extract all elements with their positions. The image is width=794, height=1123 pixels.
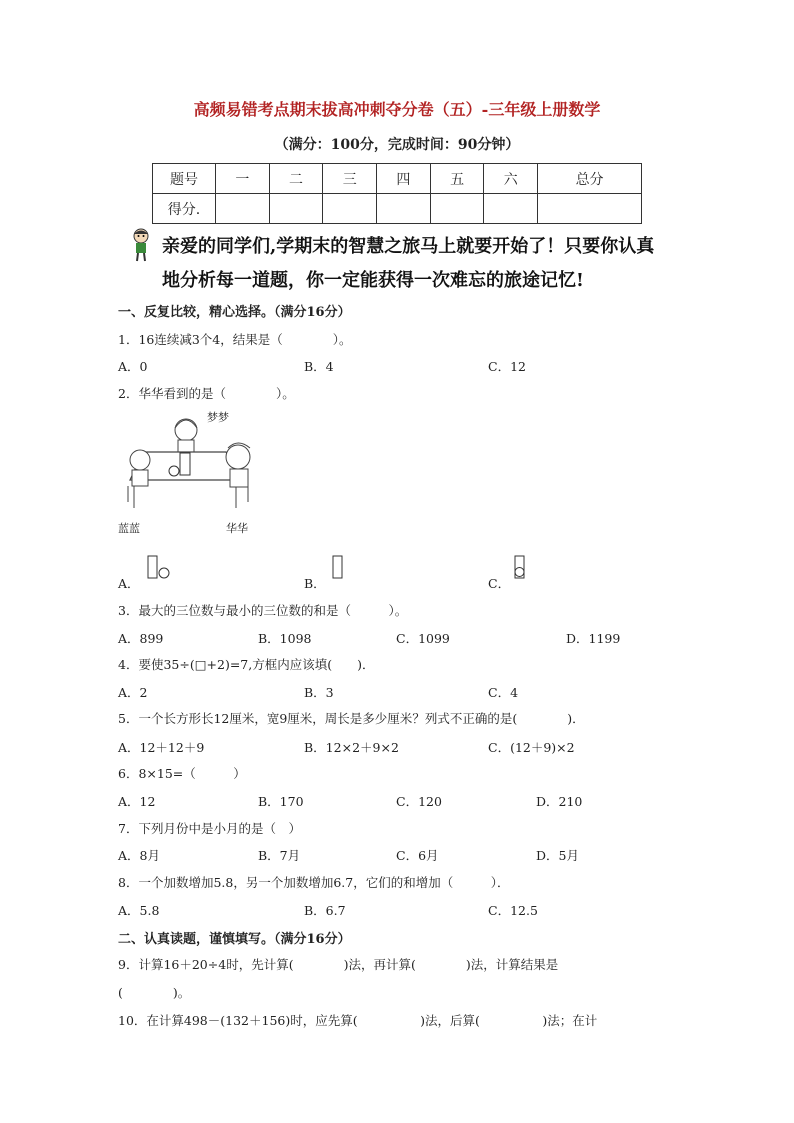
question-4: 4．要使35÷(□+2)=7,方框内应该填( )．: [118, 657, 375, 672]
question-9-line-2: ( )。: [118, 985, 191, 1000]
q6-option-a[interactable]: A．12: [118, 794, 156, 809]
option-a-figure-icon: [146, 555, 172, 581]
option-c-figure-icon: [512, 555, 528, 581]
question-9-line-1: 9．计算16＋20÷4时，先计算( )法，再计算( )法，计算结果是: [118, 957, 559, 972]
score-cell[interactable]: [484, 194, 538, 224]
q1-option-c[interactable]: C．12: [488, 359, 526, 374]
q3-option-a[interactable]: A．899: [118, 631, 164, 646]
q1-option-a[interactable]: A．0: [118, 359, 148, 374]
score-cell[interactable]: [216, 194, 270, 224]
q2-option-b[interactable]: B．: [304, 576, 326, 591]
score-table-header-cell: 六: [484, 164, 538, 194]
q7-option-b[interactable]: B．7月: [258, 848, 301, 863]
q2-option-c[interactable]: C．: [488, 576, 511, 591]
q5-option-b[interactable]: B．12×2＋9×2: [304, 740, 399, 755]
score-table-header-cell: 二: [269, 164, 323, 194]
score-cell[interactable]: [430, 194, 484, 224]
q5-option-c[interactable]: C．(12＋9)×2: [488, 740, 575, 755]
student-mascot-icon: [128, 227, 154, 263]
label-huahua: 华华: [226, 522, 248, 535]
page-title: 高频易错考点期末拔高冲刺夺分卷（五）-三年级上册数学: [193, 100, 601, 119]
score-cell[interactable]: [323, 194, 377, 224]
q7-option-d[interactable]: D．5月: [536, 848, 579, 863]
q6-option-b[interactable]: B．170: [258, 794, 304, 809]
score-table-header-cell: 题号: [153, 164, 216, 194]
q3-option-c[interactable]: C．1099: [396, 631, 450, 646]
score-table-header-cell: 一: [216, 164, 270, 194]
section-2-heading: 二、认真读题，谨慎填写。（满分16分）: [118, 932, 351, 947]
q7-option-a[interactable]: A．8月: [118, 848, 160, 863]
score-table-header-row: [153, 164, 642, 194]
q8-option-c[interactable]: C．12.5: [488, 903, 538, 918]
question-8: 8．一个加数增加5.8，另一个加数增加6.7，它们的和增加（ ）．: [118, 875, 510, 890]
table-scene-illustration: [118, 400, 263, 540]
question-10-line-1: 10．在计算498－(132＋156)时，应先算( )法，后算( )法；在计: [118, 1013, 598, 1028]
score-table: [152, 163, 642, 224]
q4-option-b[interactable]: B．3: [304, 685, 334, 700]
score-table-header-cell: 总分: [538, 164, 642, 194]
intro-line-2: 地分析每一道题，你一定能获得一次难忘的旅途记忆!: [162, 270, 584, 291]
question-3: 3．最大的三位数与最小的三位数的和是（ ）。: [118, 603, 408, 618]
score-cell[interactable]: [269, 194, 323, 224]
option-b-figure-icon: [330, 555, 346, 581]
page-subtitle: （满分：100分，完成时间：90分钟）: [274, 137, 520, 153]
score-table-header-cell: 三: [323, 164, 377, 194]
score-cell[interactable]: [538, 194, 642, 224]
q4-option-a[interactable]: A．2: [118, 685, 148, 700]
label-lanlan: 蓝蓝: [118, 522, 140, 535]
q6-option-d[interactable]: D．210: [536, 794, 583, 809]
q5-option-a[interactable]: A．12＋12＋9: [118, 740, 205, 755]
score-table-score-row: [153, 194, 642, 224]
q7-option-c[interactable]: C．6月: [396, 848, 439, 863]
question-5: 5．一个长方形长12厘米，宽9厘米，周长是多少厘米？列式不正确的是( )．: [118, 711, 585, 726]
q8-option-b[interactable]: B．6.7: [304, 903, 346, 918]
q3-option-d[interactable]: D．1199: [566, 631, 621, 646]
score-cell[interactable]: [377, 194, 431, 224]
question-1: 1．16连续减3个4，结果是（ ）。: [118, 332, 352, 347]
score-table-row-label: 得分.: [153, 194, 216, 224]
score-table-header-cell: 四: [377, 164, 431, 194]
question-7: 7．下列月份中是小月的是（ ）: [118, 821, 301, 836]
q8-option-a[interactable]: A．5.8: [118, 903, 160, 918]
q4-option-c[interactable]: C．4: [488, 685, 519, 700]
section-1-heading: 一、反复比较，精心选择。（满分16分）: [118, 305, 351, 320]
score-table-header-cell: 五: [430, 164, 484, 194]
q6-option-c[interactable]: C．120: [396, 794, 442, 809]
q2-option-a[interactable]: A．: [118, 576, 140, 591]
q1-option-b[interactable]: B．4: [304, 359, 334, 374]
label-mengmeng: 梦梦: [207, 411, 229, 424]
question-2: 2．华华看到的是（ ）。: [118, 386, 295, 401]
question-6: 6．8×15=（ ）: [118, 766, 246, 781]
q3-option-b[interactable]: B．1098: [258, 631, 312, 646]
intro-line-1: 亲爱的同学们,学期末的智慧之旅马上就要开始了！只要你认真: [162, 236, 655, 257]
